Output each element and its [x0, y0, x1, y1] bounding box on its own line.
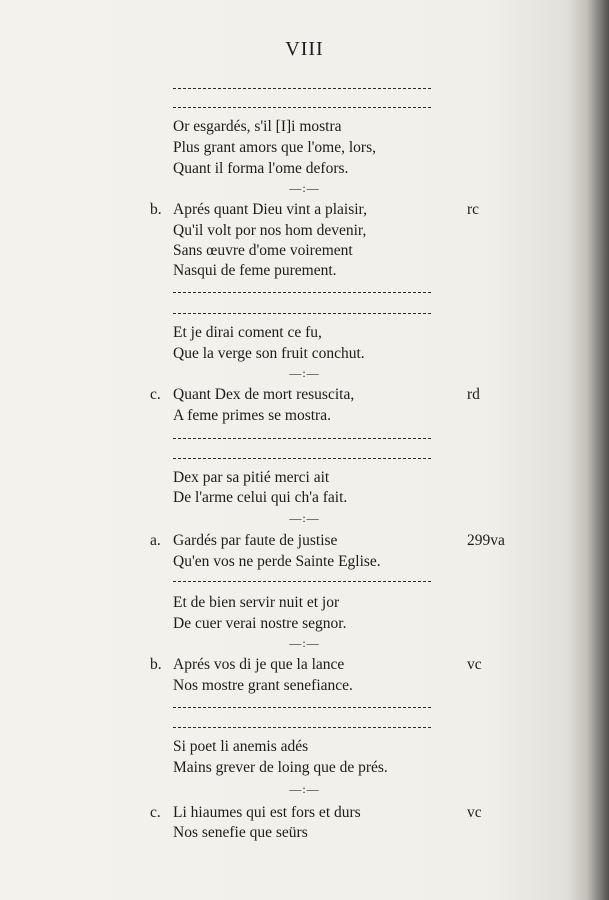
verse-line: Et je dirai coment ce fu, — [173, 324, 322, 341]
section-marker: a. — [150, 532, 161, 549]
verse-line: Que la verge son fruit conchut. — [173, 345, 365, 362]
verse-line: De l'arme celui qui ch'a fait. — [173, 489, 348, 506]
verse-line: Nos mostre grant senefiance. — [173, 677, 353, 694]
verse-line: Dex par sa pitié merci ait — [173, 469, 330, 486]
lacuna-line — [173, 707, 431, 708]
lacuna-line — [173, 438, 431, 439]
lacuna-line — [173, 88, 431, 89]
section-separator: —:— — [289, 636, 320, 650]
section-marker: c. — [150, 386, 161, 403]
section-marker: b. — [150, 656, 162, 673]
section-separator: —:— — [289, 782, 320, 796]
verse-line: Mains grever de loing que de prés. — [173, 759, 388, 776]
lacuna-line — [173, 727, 431, 728]
lacuna-line — [173, 292, 431, 293]
lacuna-line — [173, 581, 431, 582]
page-number: VIII — [285, 38, 324, 60]
lacuna-line — [173, 458, 431, 459]
verse-line: Li hiaumes qui est fors et durs — [173, 804, 361, 821]
verse-line: Sans œuvre d'ome voirement — [173, 242, 353, 259]
verse-line: Nos senefie que seürs — [173, 824, 308, 841]
verse-line: Qu'en vos ne perde Sainte Eglise. — [173, 553, 381, 570]
folio-reference: vc — [467, 804, 482, 821]
folio-reference: vc — [467, 656, 482, 673]
verse-line: Plus grant amors que l'ome, lors, — [173, 139, 376, 156]
verse-line: Qu'il volt por nos hom devenir, — [173, 222, 367, 239]
folio-reference: rc — [467, 201, 480, 218]
section-marker: c. — [150, 804, 161, 821]
verse-line: Nasqui de feme purement. — [173, 262, 337, 279]
verse-line: Gardés par faute de justise — [173, 532, 338, 549]
lacuna-line — [173, 107, 431, 108]
section-separator: —:— — [289, 366, 320, 380]
verse-line: Or esgardés, s'il [I]i mostra — [173, 118, 342, 135]
verse-line: Quant Dex de mort resuscita, — [173, 386, 355, 403]
folio-reference: 299va — [467, 532, 505, 549]
verse-line: De cuer verai nostre segnor. — [173, 615, 347, 632]
verse-line: Aprés vos di je que la lance — [173, 656, 345, 673]
verse-line: Quant il forma l'ome defors. — [173, 160, 349, 177]
section-marker: b. — [150, 201, 162, 218]
verse-line: Si poet li anemis adés — [173, 738, 309, 755]
section-separator: —:— — [289, 181, 320, 195]
verse-line: A feme primes se mostra. — [173, 407, 331, 424]
verse-line: Aprés quant Dieu vint a plaisir, — [173, 201, 367, 218]
folio-reference: rd — [467, 386, 480, 403]
lacuna-line — [173, 313, 431, 314]
verse-line: Et de bien servir nuit et jor — [173, 594, 340, 611]
section-separator: —:— — [289, 511, 320, 525]
page-gutter-shadow — [587, 0, 609, 900]
